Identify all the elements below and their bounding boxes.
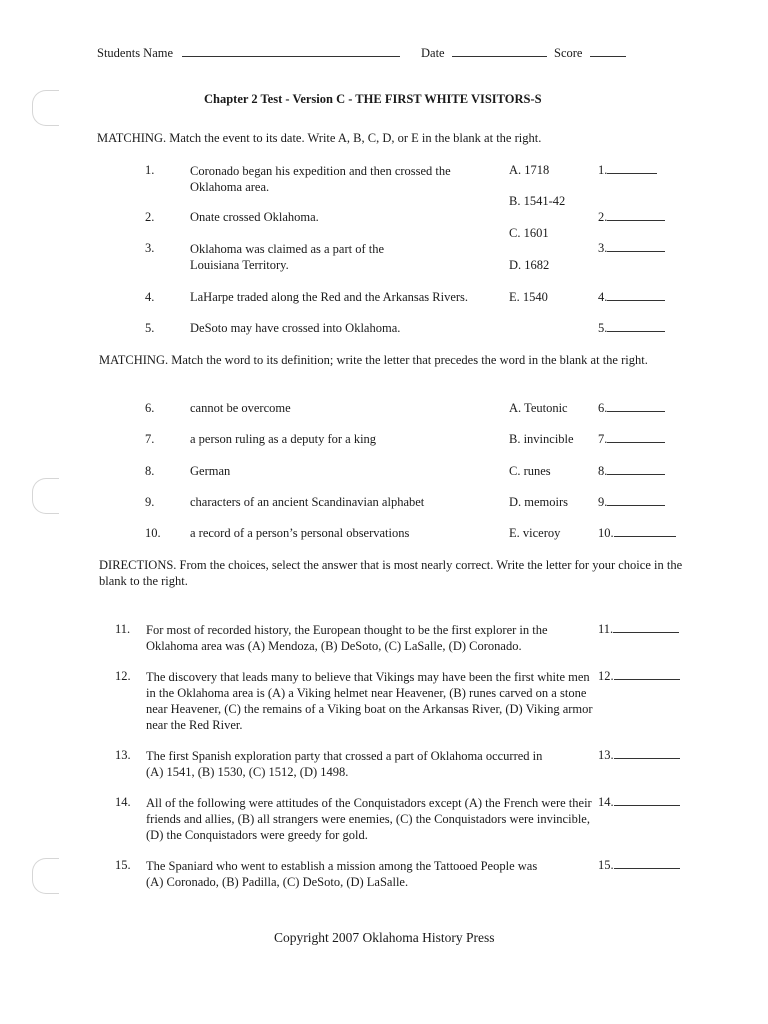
answer-blank[interactable]: 1. [598, 163, 657, 178]
item-num: 10. [145, 526, 161, 540]
item-text: The discovery that leads many to believe that Vikings may have been the first white men in the Oklahoma area is (A) a Viking helmet near Heavener, (B) runes carved on a stone near Heavener, (C) the remains of a Viking boat on the Arkansas River, (D) Viking armor near the Red River. [146, 670, 593, 732]
copyright-footer: Copyright 2007 Oklahoma History Press [274, 930, 495, 945]
item-text: The Spaniard who went to establish a mission among the Tattooed People was (A) Coronado, (B) Padilla, (C) DeSoto, (D) LaSalle. [146, 859, 538, 889]
answer-blank[interactable]: 11. [598, 622, 679, 637]
choice-e: E. 1540 [509, 290, 548, 304]
answer-blank[interactable]: 14. [598, 795, 680, 810]
answer-blank[interactable]: 10. [598, 526, 676, 541]
item-text: LaHarpe traded along the Red and the Arkansas Rivers. [190, 290, 469, 304]
choice: D. memoirs [509, 495, 569, 509]
date-line [421, 46, 547, 61]
choice-b: B. 1541-42 [509, 194, 566, 208]
student-name-line [97, 46, 400, 61]
score-label: Score [554, 46, 583, 60]
section3-instructions: DIRECTIONS. From the choices, select the answer that is most nearly correct. Write the letter for your choice in the blank to the right. [99, 558, 683, 588]
answer-blank[interactable]: 2. [598, 210, 665, 225]
item-text: Onate crossed Oklahoma. [190, 210, 319, 224]
section2-instructions: MATCHING. Match the word to its definition; write the letter that precedes the word in the blank at the right. [99, 353, 648, 367]
item-text: characters of an ancient Scandinavian alphabet [190, 495, 425, 509]
choice: B. invincible [509, 432, 574, 446]
answer-blank[interactable]: 12. [598, 669, 680, 684]
item-num: 5. [145, 321, 155, 335]
item-text: cannot be overcome [190, 401, 291, 415]
item-text: All of the following were attitudes of the Conquistadors except (A) the French were their friends and allies, (B) all strangers were enemies, (C) the Conquistadors were invincible, (D) the Conquistadors were greedy for gold. [146, 796, 592, 842]
item-num: 15. [115, 858, 131, 872]
item-num: 7. [145, 432, 155, 446]
binder-hole-middle [32, 478, 59, 514]
answer-blank[interactable]: 8. [598, 464, 665, 479]
item-num: 11. [115, 622, 131, 636]
binder-hole-top [32, 90, 59, 126]
answer-blank[interactable]: 13. [598, 748, 680, 763]
choice-a: A. 1718 [509, 163, 550, 177]
item-num: 4. [145, 290, 155, 304]
score-line [554, 46, 626, 61]
answer-blank[interactable]: 7. [598, 432, 665, 447]
date-label: Date [421, 46, 445, 60]
choice: C. runes [509, 464, 551, 478]
item-num: 6. [145, 401, 155, 415]
item-num: 14. [115, 795, 131, 809]
item-num: 2. [145, 210, 155, 224]
item-text: Coronado began his expedition and then crossed the Oklahoma area. [190, 164, 451, 194]
item-text: Oklahoma was claimed as a part of the Louisiana Territory. [190, 242, 385, 272]
choice: A. Teutonic [509, 401, 568, 415]
test-title: Chapter 2 Test - Version C - THE FIRST WHITE VISITORS-S [204, 92, 542, 106]
answer-blank[interactable]: 6. [598, 401, 665, 416]
choice-c: C. 1601 [509, 226, 549, 240]
item-num: 3. [145, 241, 155, 255]
binder-hole-bottom [32, 858, 59, 894]
choice: E. viceroy [509, 526, 561, 540]
answer-blank[interactable]: 4. [598, 290, 665, 305]
name-label: Students Name [97, 46, 174, 60]
answer-blank[interactable]: 9. [598, 495, 665, 510]
date-blank[interactable] [452, 46, 547, 57]
score-blank[interactable] [590, 46, 626, 57]
item-text: The first Spanish exploration party that crossed a part of Oklahoma occurred in (A) 1541, (B) 1530, (C) 1512, (D) 1498. [146, 749, 543, 779]
item-text: a person ruling as a deputy for a king [190, 432, 377, 446]
item-text: DeSoto may have crossed into Oklahoma. [190, 321, 401, 335]
item-text: a record of a person’s personal observations [190, 526, 410, 540]
answer-blank[interactable]: 15. [598, 858, 680, 873]
choice-d: D. 1682 [509, 258, 550, 272]
section1-instructions: MATCHING. Match the event to its date. Write A, B, C, D, or E in the blank at the right. [97, 131, 542, 145]
item-num: 13. [115, 748, 131, 762]
answer-blank[interactable]: 3. [598, 241, 665, 256]
item-text: For most of recorded history, the European thought to be the first explorer in the Oklahoma area was (A) Mendoza, (B) DeSoto, (C) LaSalle, (D) Coronado. [146, 623, 548, 653]
item-num: 8. [145, 464, 155, 478]
item-num: 1. [145, 163, 155, 177]
name-blank[interactable] [182, 46, 400, 57]
item-text: German [190, 464, 231, 478]
answer-blank[interactable]: 5. [598, 321, 665, 336]
item-num: 12. [115, 669, 131, 683]
item-num: 9. [145, 495, 155, 509]
